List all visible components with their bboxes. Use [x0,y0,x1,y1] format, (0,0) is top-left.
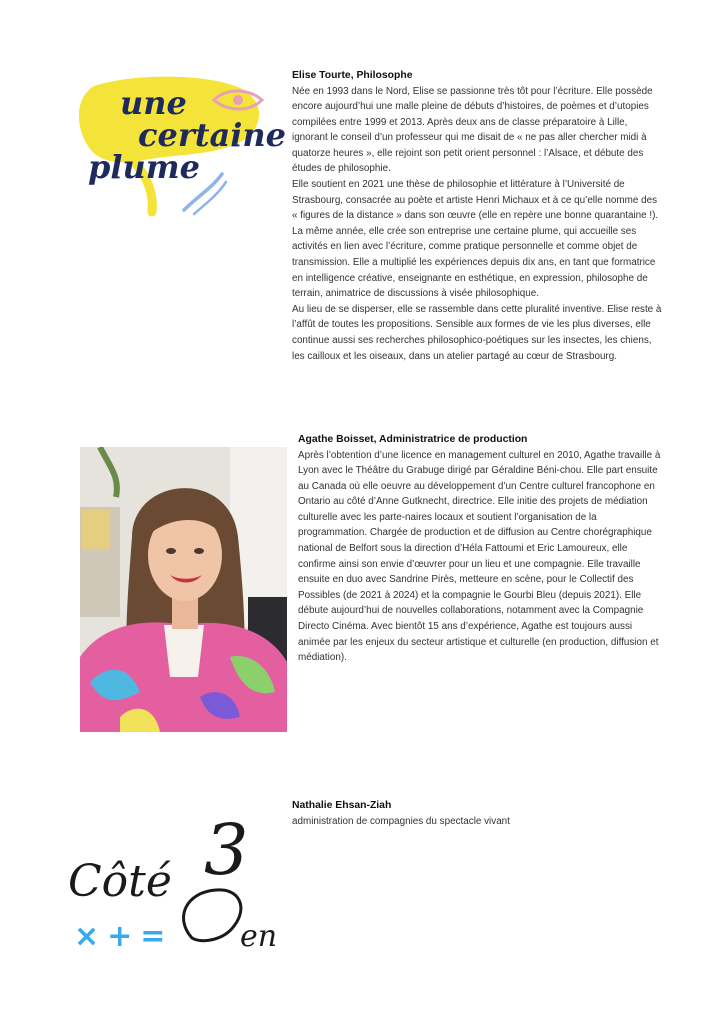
portrait-photo [80,447,287,732]
logo-word-en: en [240,919,278,954]
zen-swash [184,890,241,941]
cote-zen-logo [64,808,298,958]
logo-word-une: une [120,84,187,122]
bio-paragraph: Au lieu de se disperser, elle se rassemble dans cette pluralité inventive. Elise reste à l’affût de toutes les propositions. Sensible aux formes de vie les plus diverses, elle continue aussi ses recherches philosophico-poétiques sur les insectes, les chiens, les cailloux et les oiseaux, dans un atelier partagé au cœur de Strasbourg. [292,303,662,362]
bio-heading: Elise Tourte, Philosophe [292,70,413,81]
bio-agathe-boisset [298,432,664,666]
bio-paragraph: Après l’obtention d’une licence en management culturel en 2010, Agathe travaille à Lyon avec le Théâtre du Grabuge dirigé par Géraldine Béni-chou. Elle part ensuite au Canada où elle oeuvre au développement d’un Centre culturel francophone en Ontario au côté d’Anne Gutknecht, directrice. Elle initie des projets de médiation culturelle avec les parte-naires locaux et soutient l’organisation de la programmation. Chargée de production et de diffusion au Centre chorégraphique national de Belfort sous la direction d’Héla Fattoumi et Eric Lamoureux, elle confirme ainsi son envie d’œuvrer pour un lieu et une compagnie. Elle travaille ensuite en duo avec Sandrine Pirès, metteure en scène, pour le Collectif des Possibles (de 2021 à 2024) et la compagnie le Gourbi Bleu (depuis 2021). Elle débute aujourd’hui de nouvelles collaborations, notamment avec la Compagnie Directo Cinéma. Avec bientôt 15 ans d’expérience, Agathe est toujours aussi animée par les enjeux du secteur artistique et culturelle (en production, diffusion et médiation). [298,449,661,664]
logo-word-certaine: certaine [138,116,286,154]
bio-paragraph: Elle soutient en 2021 une thèse de philosophie et littérature à l’Université de Strasbourg, consacrée au poète et artiste Henri Michaux et à ce qu’elle nomme des « figures de la distance » dans son œuvre (elle en repère une bonne quarantaine !). [292,179,659,222]
logo-math-symbols: ×+= [74,919,174,954]
bio-paragraph: La même année, elle crée son entreprise une certaine plume, qui accueille ses activités en lien avec l’écriture, comme pratique personnelle et comme objet de transmission. Elle a multiplié les expériences depuis dix ans, en tant que formatrice en intelligence créative, enseignante en esthétique, en expression, philosophe de terrain, animatrice de discussions à visée philosophique. [292,225,656,300]
bio-paragraph: administration de compagnies du spectacle vivant [292,815,510,827]
bio-paragraph: Née en 1993 dans le Nord, Elise se passionne très tôt pour l’écriture. Elle possède encore aujourd’hui une malle pleine de débuts d’histoires, de poèmes et d’utopies compilées entre 1999 et 2013. Après deux ans de classe préparatoire à Lille, ignorant le conseil d’un professeur qui me disait de « ne pas aller chercher midi à quatorze heures », elle rejoint son petit orient personnel : l’Alsace, et débute des études de philosophie. [292,85,653,175]
logo-numeral-three: 3 [204,809,249,891]
logo-word-plume: plume [88,148,201,186]
bio-nathalie-ehsan-ziah [292,798,664,829]
une-certaine-plume-logo [66,68,286,218]
bio-heading: Agathe Boisset, Administratrice de production [298,434,528,445]
bio-elise-tourte [292,68,664,364]
bio-heading: Nathalie Ehsan-Ziah [292,800,392,811]
pink-eye-pupil [233,95,243,105]
logo-word-cote: Côté [68,856,172,907]
